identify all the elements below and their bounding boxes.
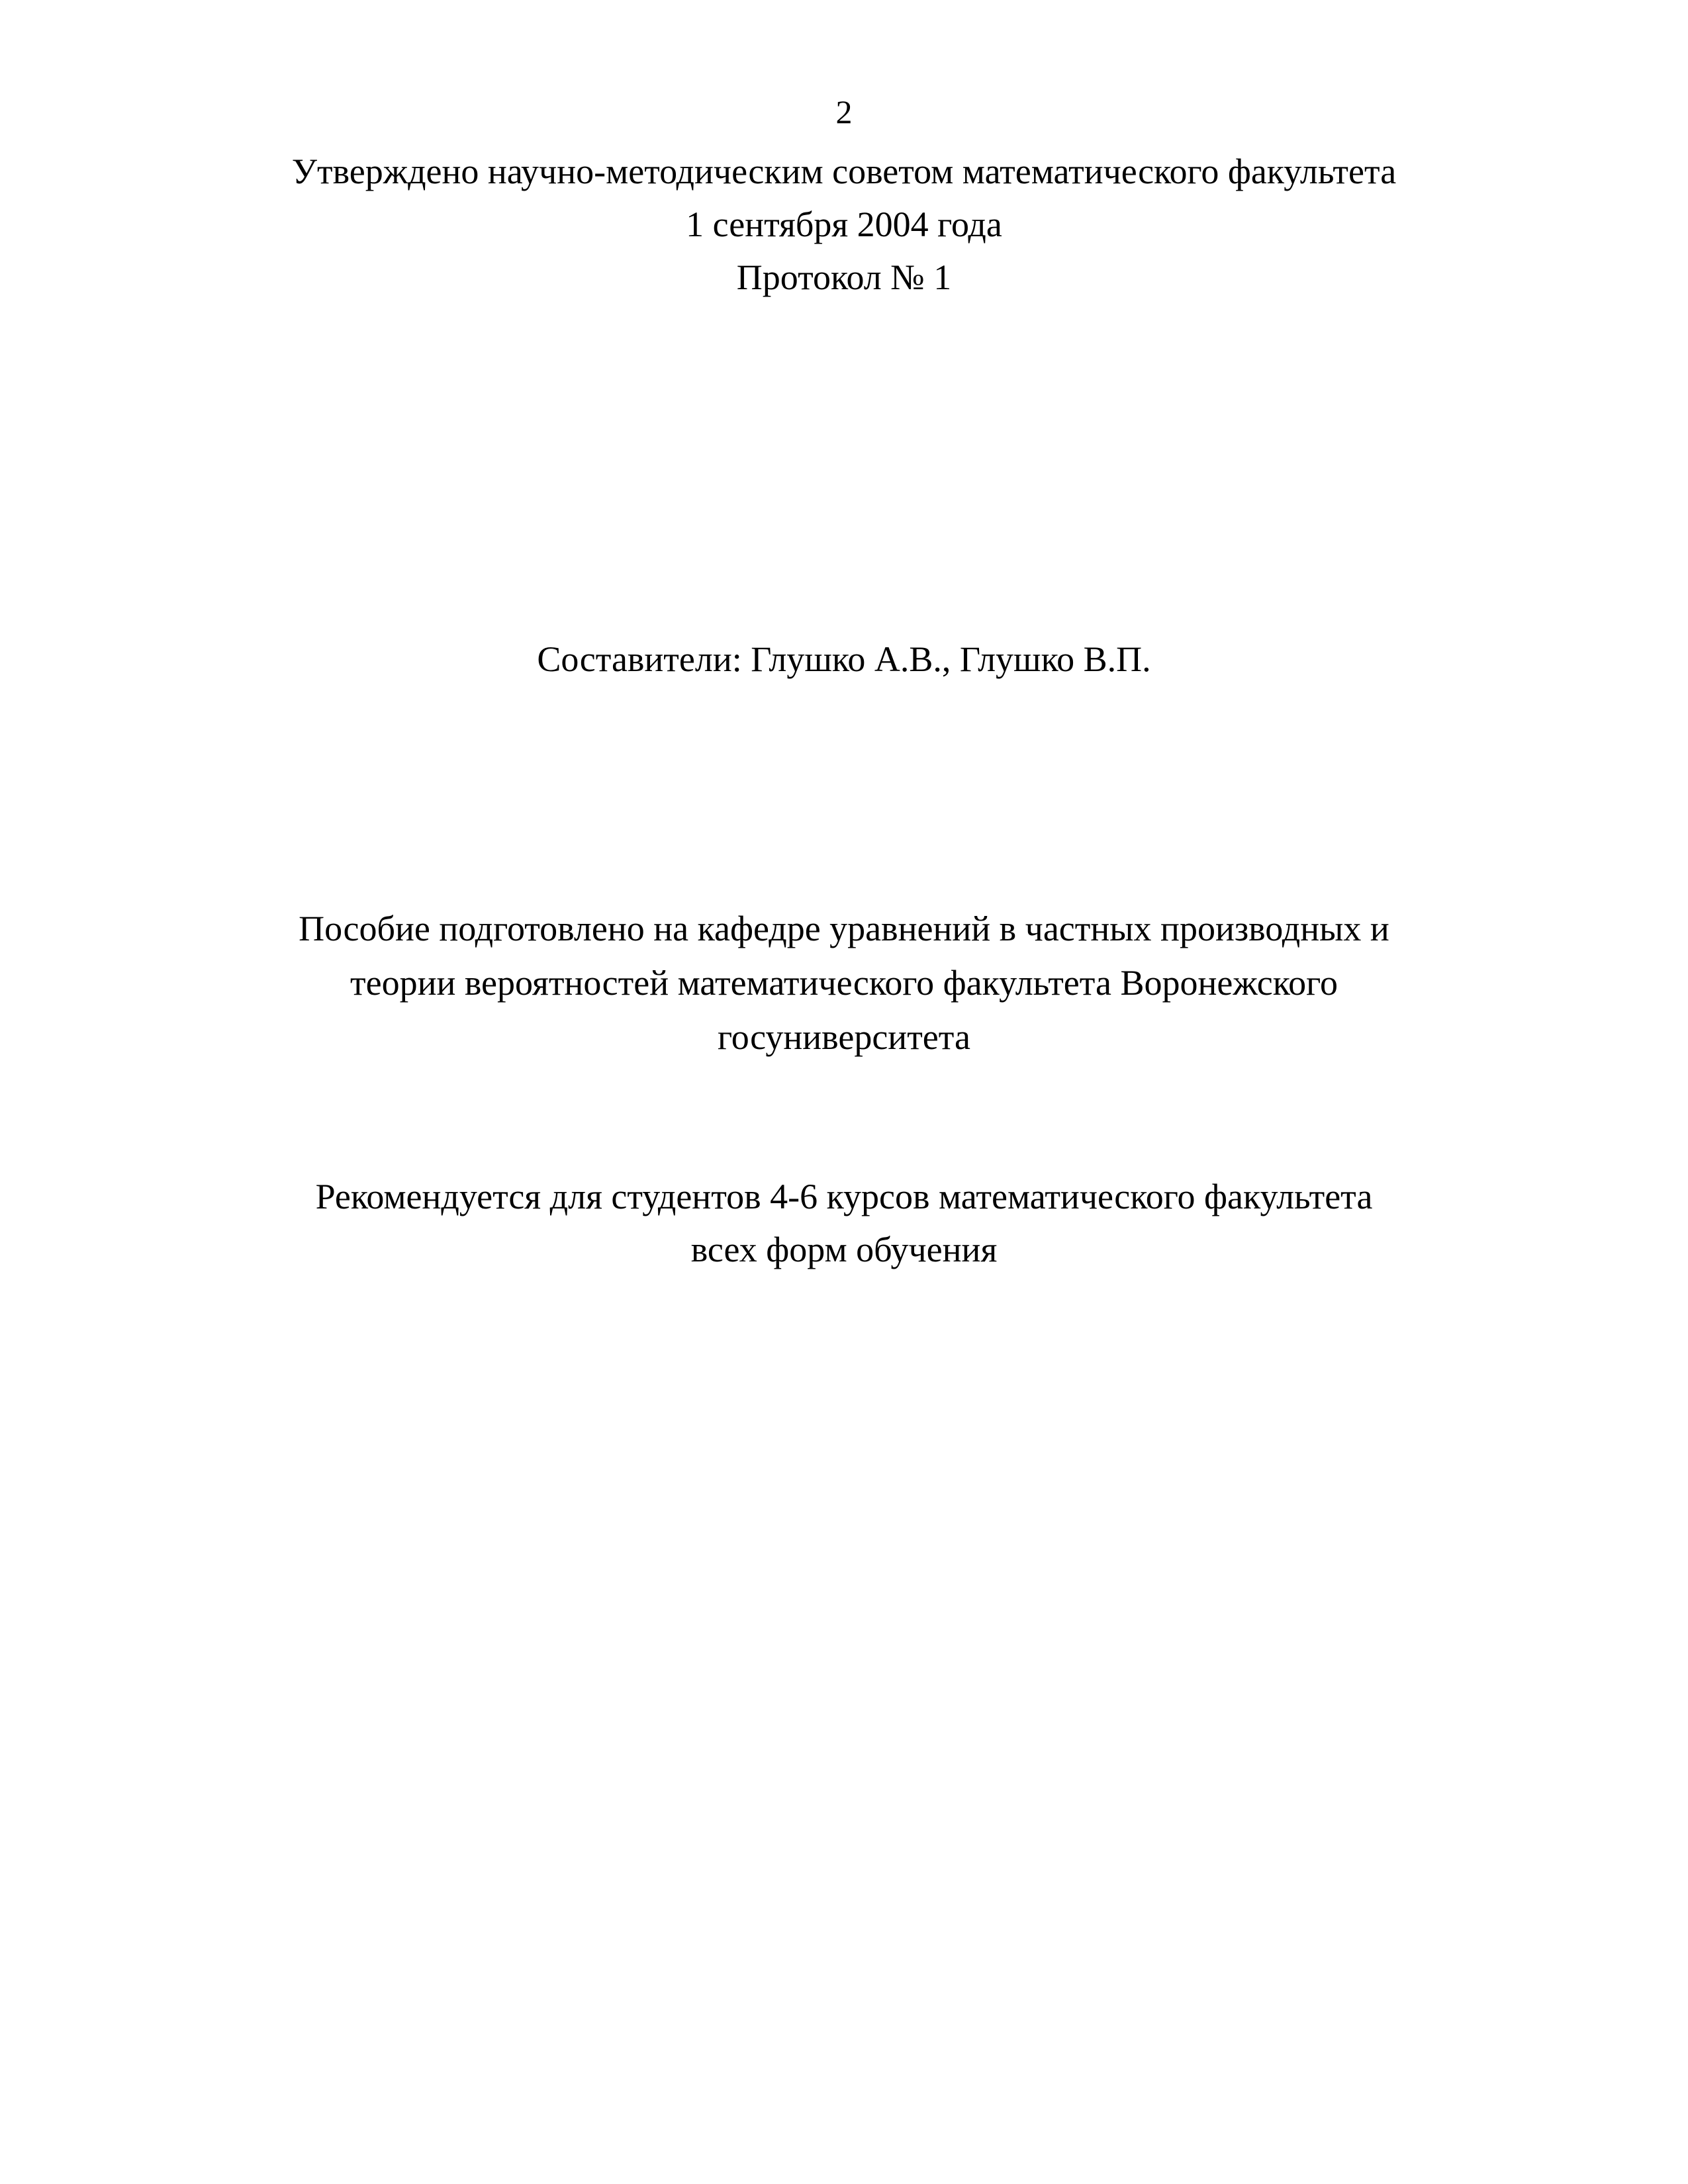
recommendation-line: всех форм обучения xyxy=(690,1230,998,1269)
prepared-line: Пособие подготовлено на кафедре уравнений в частных производных и xyxy=(299,909,1389,948)
protocol-number: Протокол № 1 xyxy=(736,257,952,297)
prepared-line: госуниверситета xyxy=(717,1017,970,1057)
page-number: 2 xyxy=(835,93,853,130)
prepared-line: теории вероятностей математического факультета Воронежского xyxy=(350,963,1338,1003)
compilers-line: Составители: Глушко А.В., Глушко В.П. xyxy=(537,639,1151,679)
recommendation-line: Рекомендуется для студентов 4-6 курсов математического факультета xyxy=(315,1177,1373,1216)
approval-line: Утверждено научно-методическим советом математического факультета xyxy=(291,152,1397,191)
approval-date: 1 сентября 2004 года xyxy=(686,205,1002,244)
